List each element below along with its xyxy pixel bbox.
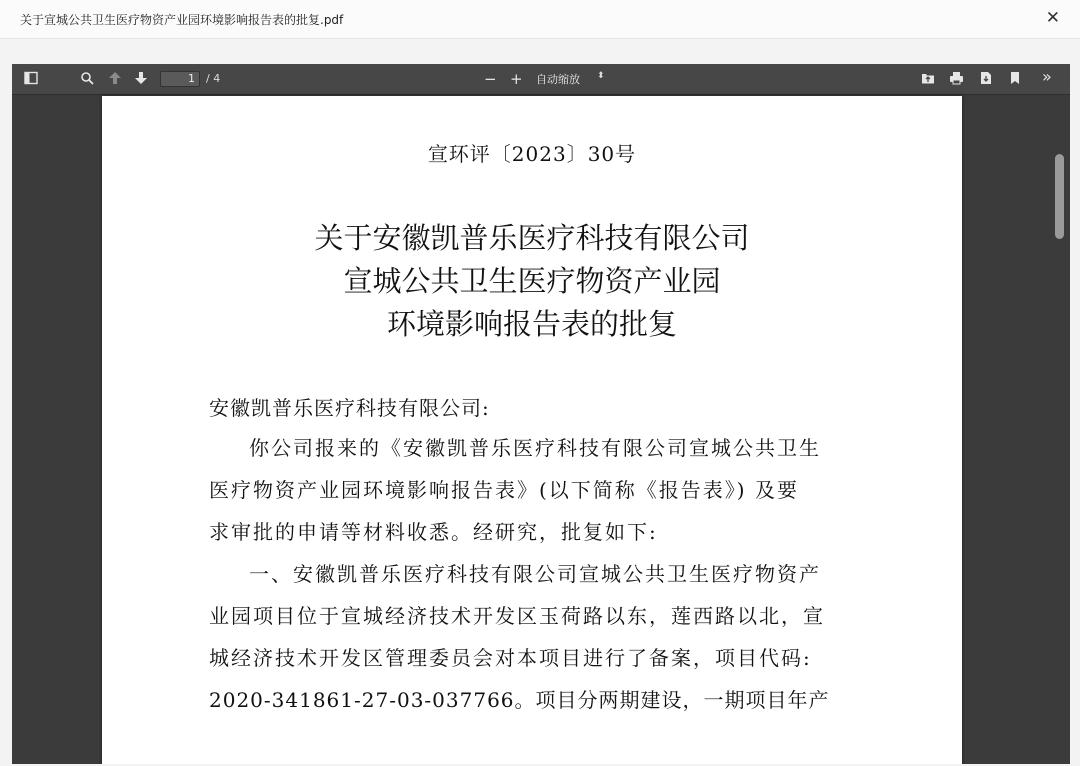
bookmark-icon[interactable] [1009,71,1021,87]
body-line: 2020-341861-27-03-037766。项目分两期建设，一期项目年产 [209,688,830,712]
page-number-input[interactable]: 1 [160,71,200,87]
document-title-line-3: 环境影响报告表的批复 [386,307,677,341]
save-icon[interactable] [979,71,993,87]
body-line: 求审批的申请等材料收悉。经研究，批复如下: [209,520,658,544]
print-icon[interactable] [949,71,964,87]
open-file-icon[interactable] [921,71,935,87]
arrow-down-icon[interactable] [134,71,148,87]
zoom-in-button[interactable]: + [510,70,523,88]
pdf-viewer [12,64,1070,764]
document-number: 宣环评〔2023〕30号 [427,142,637,166]
close-icon[interactable]: ✕ [1045,8,1060,28]
body-line: 业园项目位于宣城经济技术开发区玉荷路以东，莲西路以北，宣 [209,604,825,628]
document-title-line-1: 关于安徽凯普乐医疗科技有限公司 [314,221,750,255]
body-line: 城经济技术开发区管理委员会对本项目进行了备案，项目代码: [209,646,812,670]
chevron-updown-icon[interactable]: ⬍ [597,71,605,81]
window-titlebar [0,0,1080,39]
page-total: / 4 [206,72,221,85]
double-chevron-right-icon[interactable]: » [1042,67,1052,86]
search-icon[interactable] [80,71,94,87]
document-title-line-2: 宣城公共卫生医疗物资产业园 [343,264,721,298]
pdf-toolbar [12,64,1070,95]
body-line: 你公司报来的《安徽凯普乐医疗科技有限公司宣城公共卫生 [249,436,821,460]
body-line: 安徽凯普乐医疗科技有限公司: [209,396,490,420]
arrow-up-icon[interactable] [108,71,122,87]
zoom-select[interactable]: 自动缩放 [536,73,580,86]
zoom-out-button[interactable]: − [484,70,497,88]
body-line: 一、安徽凯普乐医疗科技有限公司宣城公共卫生医疗物资产 [249,562,821,586]
scrollbar[interactable] [1055,154,1064,239]
window-title: 关于宣城公共卫生医疗物资产业园环境影响报告表的批复.pdf [20,13,344,27]
pdf-page [102,96,962,764]
sidebar-toggle-icon[interactable] [24,71,38,87]
body-line: 医疗物资产业园环境影响报告表》(以下简称《报告表》) 及要 [209,478,799,502]
